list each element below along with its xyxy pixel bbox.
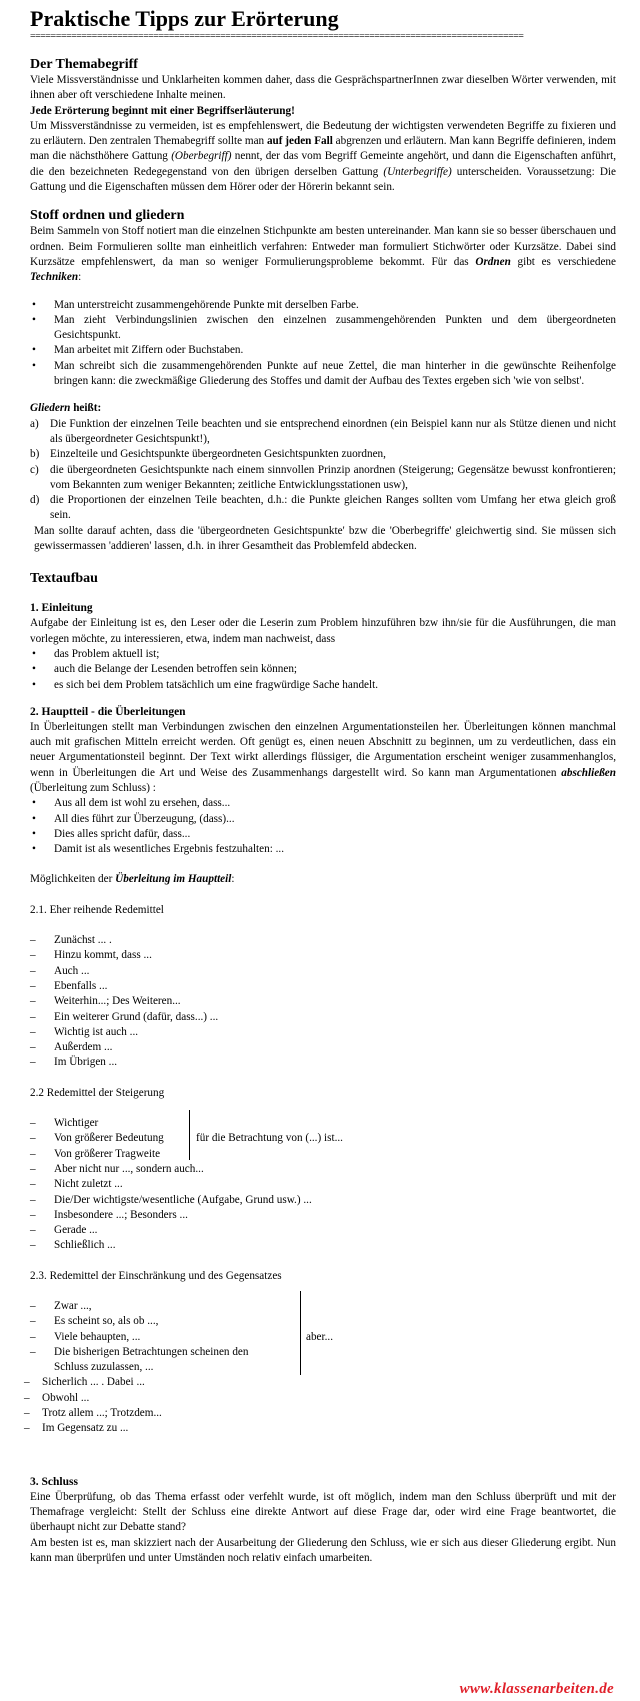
- italic-text: (Unterbegriffe): [383, 165, 452, 178]
- watermark-url: www.klassenarbeiten.de: [459, 1680, 614, 1697]
- gliedern-label: [30, 401, 616, 416]
- list-item: – Außerdem ...: [30, 1040, 616, 1055]
- bold-text: auf jeden Fall: [266, 135, 333, 148]
- bold-text: Jede Erörterung beginnt mit einer Begriffserläuterung!: [30, 104, 295, 117]
- list-item: – Von größerer Tragweite: [30, 1147, 180, 1162]
- einleitung-list: [30, 647, 616, 693]
- paragraph: Eine Überprüfung, ob das Thema erfasst oder verfehlt wurde, ist oft möglich, indem man den Schluss überprüft und mit der Themafrage vergleicht: Stellt der Schluss eine direkte Antwort auf diese Frage dar, oder wird eine Frage beantwortet, die überhaupt nicht zur Debatte stand?: [30, 1490, 616, 1534]
- bracket-list: [30, 1299, 270, 1375]
- bold-italic-text: Überleitung im Hauptteil: [115, 873, 232, 886]
- paragraph: Am besten ist es, man skizziert nach der Ausarbeitung der Gliederung den Schluss, wie er sich aus dieser Gliederung ergibt. Nun kann man überprüfen und unter Umständen noch relativ einfach umarbeiten.: [30, 1536, 616, 1564]
- list-item: – Zunächst ... .: [30, 933, 616, 948]
- list-item: – Weiterhin...; Des Weiteren...: [30, 994, 616, 1009]
- document: [30, 6, 616, 1566]
- bracket-line: [189, 1110, 190, 1160]
- list-item: – Obwohl ...: [24, 1391, 616, 1406]
- list-item: • Aus all dem ist wohl zu ersehen, dass...: [30, 796, 616, 811]
- bracket-side-text: aber...: [306, 1331, 334, 1343]
- text: Um Missverständnisse zu vermeiden, ist es empfehlenswert, die Bedeutung der wichtigsten verwendeten Begriffe zu fixieren und zu erläutern. Den zentralen Themabegriff sollte man: [30, 119, 616, 148]
- list-item: – Die bisherigen Betrachtungen scheinen den Schluss zuzulassen, ...: [30, 1345, 270, 1376]
- bold-statement: [30, 104, 616, 119]
- list-item: – Sicherlich ... . Dabei ...: [24, 1375, 616, 1390]
- paragraph: [30, 224, 616, 285]
- list-item: [30, 493, 616, 524]
- list-item: – Die/Der wichtigste/wesentliche (Aufgabe, Grund usw.) ...: [30, 1193, 616, 1208]
- paragraph: [30, 720, 616, 796]
- list-item: – Viele behaupten, ...: [30, 1330, 270, 1345]
- list-item: • es sich bei dem Problem tatsächlich um eine fragwürdige Sache handelt.: [30, 678, 616, 693]
- list-item: – Im Gegensatz zu ...: [24, 1421, 616, 1436]
- list-item: • das Problem aktuell ist;: [30, 647, 616, 662]
- list-item: • Man schreibt sich die zusammengehörenden Punkte auf neue Zettel, die man hinterher in die gewünschte Reihenfolge bringen kann: die zweckmäßige Gliederung des Stoffes und damit der Aufbau des Textes ergeben sich 'wie von selbst'.: [30, 359, 616, 390]
- list-item: [30, 463, 616, 494]
- list-item: [30, 417, 616, 448]
- section-heading-stoff: Stoff ordnen und gliedern: [30, 208, 185, 224]
- steigerung-list: [30, 1162, 616, 1254]
- list-item: – Nicht zuletzt ...: [30, 1177, 616, 1192]
- list-item: – Im Übrigen ...: [30, 1055, 616, 1070]
- text: Beim Sammeln von Stoff notiert man die einzelnen Stichpunkte am besten untereinander. Man kann sie so besser überschauen und ordnen. Beim Formulieren sollte man einheitlich verfahren: Entweder man formuliert Stichwörter oder Kurzsätze. Dabei sind Kurzsätze empfehlenswert, da man so weniger Formulierungsprobleme bekommt. Für das: [30, 225, 616, 268]
- bold-italic-text: Techniken: [30, 271, 79, 284]
- text: In Überleitungen stellt man Verbindungen zwischen den einzelnen Argumentationsteilen her. Überleitungen können manchmal auch mit grafischen Mitteln erreicht werden. Oft genügt es, einen neuen Abschnitt zu beginnen, um zu verdeutlichen, dass ein neuer Argumentationsteil beginnt. Der Text wirkt allerdings flüssiger, die Argumentation erscheint weniger zusammenhanglos, wenn in Überleitungen die Art und Weise des Zusammenhangs dargestellt wird. So kann man Argumentationen: [30, 720, 616, 779]
- list-item: – Von größerer Bedeutung: [30, 1131, 180, 1146]
- list-text: Einzelteile und Gesichtspunkte übergeordneten Gesichtspunkten zuordnen,: [50, 448, 386, 461]
- bracket-line: [300, 1291, 301, 1375]
- text: nennt, der das vom Begriff Gemeinte angehört, und dann die Eigenschaften anführt, die den bezeichneten Redegegenstand von den übrigen derselben Gattung: [30, 150, 616, 178]
- gliedern-list: [30, 417, 616, 524]
- bracket-side-text: für die Betrachtung von (...) ist...: [196, 1132, 343, 1145]
- list-item: – Schließlich ...: [30, 1238, 616, 1253]
- gegensatz-list: [24, 1375, 616, 1436]
- text: abgrenzen und erläutern. Man kann Begriffe definieren, indem man die nächsthöhere Gattung: [30, 135, 616, 163]
- steigerung-bracket-group: [30, 1116, 616, 1162]
- list-item: – Ein weiterer Grund (dafür, dass...) ...: [30, 1010, 616, 1025]
- list-marker: c): [30, 463, 39, 476]
- bracket-list: [30, 1116, 180, 1162]
- section-heading-textaufbau: Textaufbau: [30, 571, 98, 587]
- list-text: Die Funktion der einzelnen Teile beachten und sie entsprechend einordnen (ein Beispiel kann nur als Stütze dienen und nicht als übergeordneter Gesichtspunkt!),: [50, 417, 616, 445]
- list-item: • Man arbeitet mit Ziffern oder Buchstaben.: [30, 343, 616, 358]
- list-item: • Man unterstreicht zusammengehörende Punkte mit derselben Farbe.: [30, 298, 616, 313]
- list-item: • Man zieht Verbindungslinien zwischen den einzelnen zusammengehörenden Punkten und dem übergeordneten Gesichtspunkt.: [30, 313, 616, 344]
- bold-text: heißt:: [70, 402, 102, 415]
- section-heading-themabegriff: Der Themabegriff: [30, 57, 138, 72]
- bold-italic-text: abschließen: [561, 766, 616, 779]
- italic-text: (Oberbegriff): [171, 150, 232, 163]
- paragraph: [30, 872, 616, 887]
- list-item: – Gerade ...: [30, 1223, 616, 1238]
- subheading-einleitung: 1. Einleitung: [30, 602, 93, 615]
- paragraph: Viele Missverständnisse und Unklarheiten kommen daher, dass die GesprächspartnerInnen zwar dieselben Wörter verwenden, mit ihnen aber oft verschiedene Inhalte meinen.: [30, 74, 616, 102]
- list-item: • auch die Belange der Lesenden betroffen sein können;: [30, 662, 616, 677]
- subheading-schluss: 3. Schluss: [30, 1475, 78, 1488]
- list-item: • All dies führt zur Überzeugung, (dass)...: [30, 812, 616, 827]
- list-item: – Wichtiger: [30, 1116, 180, 1131]
- subsection-label: 2.1. Eher reihende Redemittel: [30, 903, 164, 916]
- technique-list: [30, 298, 616, 390]
- list-item: – Auch ...: [30, 964, 616, 979]
- text: unterscheiden. Voraussetzung: Die Gattung und die Eigenschaften müssen dem Hörer oder der Hörerin bekannt sein.: [30, 165, 616, 194]
- page-title: Praktische Tipps zur Erörterung: [30, 6, 339, 31]
- list-marker: d): [30, 494, 40, 507]
- list-item: • Damit ist als wesentliches Ergebnis festzuhalten: ...: [30, 842, 616, 857]
- text: gibt es verschiedene: [510, 255, 616, 268]
- list-item: – Ebenfalls ...: [30, 979, 616, 994]
- list-item: – Es scheint so, als ob ...,: [30, 1314, 270, 1329]
- title-rule: ================================================================================================: [30, 32, 524, 42]
- abschluss-list: [30, 796, 616, 857]
- paragraph: Man sollte darauf achten, dass die 'übergeordneten Gesichtspunkte' bzw die 'Oberbegriffe' gleichwertig sind. Sie müssen sich gewissermassen 'addieren' lassen, d.h. in ihrer Gesamtheit das Problemfeld abdecken.: [34, 524, 616, 553]
- list-item: – Hinzu kommt, dass ...: [30, 948, 616, 963]
- subheading-hauptteil: 2. Hauptteil - die Überleitungen: [30, 705, 186, 718]
- list-item: [30, 447, 616, 462]
- bold-italic-text: Ordnen: [475, 255, 511, 268]
- list-marker: a): [30, 417, 39, 430]
- list-text: die übergeordneten Gesichtspunkte nach einem sinnvollen Prinzip anordnen (Steigerung; Gegensätze bewusst konfrontieren; vom Bekannten zum weniger Bekannten; zeitliche Entwicklungsstationen usw),: [50, 463, 616, 491]
- list-item: – Aber nicht nur ..., sondern auch...: [30, 1162, 616, 1177]
- reihende-redemittel-list: [30, 933, 616, 1071]
- list-item: – Insbesondere ...; Besonders ...: [30, 1208, 616, 1223]
- bold-italic-text: Gliedern: [30, 402, 71, 415]
- paragraph: [30, 119, 616, 195]
- text: Möglichkeiten der: [30, 873, 116, 886]
- list-item: • Dies alles spricht dafür, dass...: [30, 827, 616, 842]
- gegensatz-bracket-group: [30, 1299, 616, 1375]
- list-text: die Proportionen der einzelnen Teile beachten, d.h.: die Punkte gleichen Ranges sollten vom Umfang her etwa gleich groß sein.: [50, 494, 616, 522]
- text: :: [78, 271, 82, 284]
- text: :: [231, 873, 235, 886]
- text: (Überleitung zum Schluss) :: [30, 781, 156, 794]
- paragraph: Aufgabe der Einleitung ist es, den Leser oder die Leserin zum Problem hinzuführen bzw ihn/sie für die Ausführungen, die man vorlegen möchte, zu interessieren, etwa, indem man nachweist, dass: [30, 617, 616, 645]
- list-item: – Trotz allem ...; Trotzdem...: [24, 1406, 616, 1421]
- list-marker: b): [30, 448, 40, 461]
- list-item: – Wichtig ist auch ...: [30, 1025, 616, 1040]
- subsection-label: 2.3. Redemittel der Einschränkung und des Gegensatzes: [30, 1269, 282, 1282]
- subsection-label: 2.2 Redemittel der Steigerung: [30, 1086, 165, 1099]
- list-item: – Zwar ...,: [30, 1299, 270, 1314]
